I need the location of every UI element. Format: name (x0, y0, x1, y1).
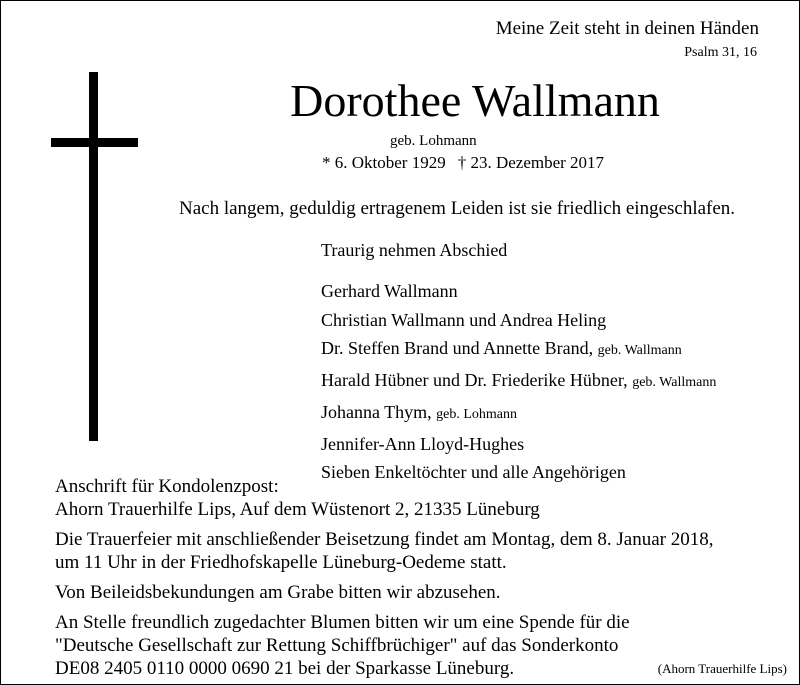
mourner-row (321, 366, 716, 398)
mourner-name: Dr. Steffen Brand und Annette Brand, (321, 338, 594, 359)
mourner-name: Christian Wallmann und Andrea Heling (321, 309, 607, 330)
mourner-row (321, 398, 716, 430)
mourner-note: geb. Wallmann (632, 375, 717, 391)
agency-credit: (Ahorn Trauerhilfe Lips) (657, 661, 787, 676)
ceremony-block (55, 528, 714, 574)
death-date: † 23. Dezember 2017 (457, 153, 605, 172)
mourner-note: geb. Wallmann (597, 343, 682, 359)
bible-quote: Meine Zeit steht in deinen Händen (495, 18, 759, 39)
life-dates (322, 153, 604, 173)
mourner-name: Sieben Enkeltöchter und alle Angehörigen (321, 462, 626, 483)
mourner-row (321, 334, 716, 366)
intro-text: Nach langem, geduldig ertragenem Leiden ist sie friedlich eingeschlafen. (179, 198, 736, 219)
info-section (55, 475, 714, 680)
donation-line: An Stelle freundlich zugedachter Blumen bitten wir um eine Spende für die (55, 612, 630, 633)
mourner-row (321, 306, 716, 335)
ceremony-line: um 11 Uhr in der Friedhofskapelle Lüneburg-Oedeme statt. (55, 552, 507, 573)
address-text: Ahorn Trauerhilfe Lips, Auf dem Wüstenort 2, 21335 Lüneburg (55, 499, 540, 520)
donation-line: DE08 2405 0110 0000 0690 21 bei der Sparkasse Lüneburg. (55, 658, 515, 679)
mourner-note: geb. Lohmann (436, 406, 518, 422)
mourner-name: Harald Hübner und Dr. Friederike Hübner, (321, 370, 628, 391)
address-block (55, 475, 714, 521)
mourner-name: Gerhard Wallmann (321, 281, 458, 301)
address-label: Anschrift für Kondolenzpost: (55, 476, 279, 497)
condolence-note: Von Beileidsbekundungen am Grabe bitten wir abzusehen. (55, 582, 501, 603)
maiden-name: geb. Lohmann (390, 133, 477, 149)
mourner-row (321, 277, 716, 306)
bible-quote-source: Psalm 31, 16 (684, 45, 757, 60)
mourner-name: Jennifer-Ann Lloyd-Hughes (321, 433, 525, 454)
donation-line: "Deutsche Gesellschaft zur Rettung Schiffbrüchiger" auf das Sonderkonto (55, 635, 619, 656)
mourner-name: Johanna Thym, (321, 401, 432, 422)
birth-date: * 6. Oktober 1929 (322, 153, 446, 172)
cross-icon (89, 72, 98, 441)
cross-icon-bar (51, 138, 138, 147)
mourner-row (321, 430, 716, 459)
mourners-list (321, 277, 716, 487)
deceased-name: Dorothee Wallmann (290, 75, 660, 126)
donation-block (55, 611, 714, 680)
mourners-heading: Traurig nehmen Abschied (321, 240, 508, 260)
ceremony-line: Die Trauerfeier mit anschließender Beisetzung findet am Montag, dem 8. Januar 2018, (55, 529, 714, 550)
